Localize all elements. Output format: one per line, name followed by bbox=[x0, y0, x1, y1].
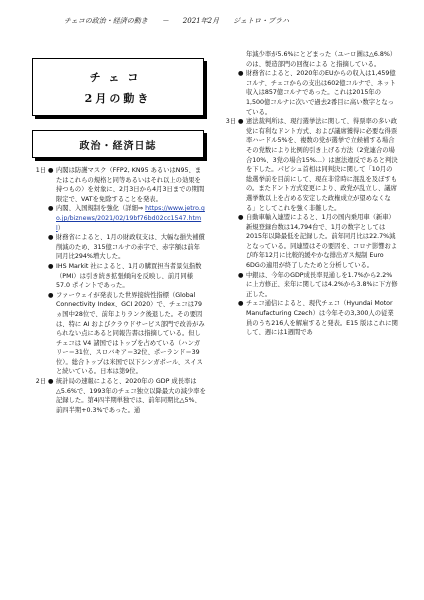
left-column bbox=[30, 166, 206, 415]
bullet-icon bbox=[238, 50, 246, 69]
diary-entry bbox=[30, 166, 206, 204]
entry-date bbox=[30, 233, 48, 262]
entry-date: 2日 bbox=[35, 378, 46, 386]
bullet-icon: ● bbox=[238, 214, 244, 222]
title-line-1: チェコ bbox=[89, 70, 147, 84]
entry-text: 中銀は、今年のGDP成長率見通しを1.7%から2.2%に上方修正、来年に関しては4.2%から3.8%に下方修正した。 bbox=[246, 271, 398, 298]
diary-entry bbox=[220, 117, 398, 213]
header-author: ジェトロ・プラハ bbox=[233, 17, 289, 25]
header-separator: － bbox=[161, 17, 169, 25]
entry-text: 憲法裁判所は、現行選挙法に関して、得票率の多い政党に有利なドント方式、および議席獲得に必要な得票率ハードル5%を、複数の党が選挙で立候補する場合その党数により比例的引き上げる方法（2党連合の場合10%、3党の場合15%…）は憲法違反であると判決を下した。パビシュ首相は同判決に関して「10月の総選挙前を目前にして、現在非常時に混乱を及ぼすもの。またドント方式変更により、政党が乱立し、議席選挙数以上を占める安定した政権成立が望めなくなる」としてこれを強く非難した。 bbox=[246, 118, 398, 212]
entry-date: 1日 bbox=[35, 167, 46, 174]
entry-text-tail: ） bbox=[57, 224, 65, 232]
bullet-icon: ● bbox=[48, 262, 54, 270]
entry-text: 財務省によると、1月の財政収支は、大幅な損失補償削減のため、315億コルナの赤字で、赤字額は前年同月比294%増大した。 bbox=[56, 234, 205, 261]
entry-text bbox=[56, 204, 206, 233]
entry-date bbox=[30, 291, 48, 377]
entry-text-lead: 内閣、入国規制を強化（詳細⇒ bbox=[56, 205, 144, 213]
title-line-2: 2月の動き bbox=[84, 91, 152, 105]
bullet-icon: ● bbox=[48, 205, 54, 213]
diary-entry bbox=[220, 299, 398, 337]
entry-text: 自動車輸入連盟によると、1月の国内乗用車（新車）新規登録台数は14,794台で、1月の数字としては2015年以降最低を記録した。前年同月比は22.7%減となっている。同連盟はその要因を、コロナ影響および昨年12月に比較的緩やかな排出ガス規制 Euro 6DGの適用が終了したためと分析している。 bbox=[246, 214, 398, 270]
diary-entry bbox=[30, 233, 206, 262]
title-box bbox=[32, 58, 204, 116]
diary-entry bbox=[220, 69, 398, 117]
entry-date bbox=[220, 50, 238, 69]
entry-date bbox=[220, 271, 238, 300]
bullet-icon: ● bbox=[238, 118, 244, 126]
header-publication: チェコの政治・経済の動き bbox=[64, 17, 148, 25]
bullet-icon: ● bbox=[238, 70, 244, 78]
entry-text: 財務省によると、2020年のEUからの収入は1,459億コルナ、チェコからの支出は602億コルナで、ネット収入は857億コルナであった。これは2015年の1,500億コルナに次いで過去2番目に高い数字となっている。 bbox=[246, 70, 396, 116]
running-header bbox=[64, 16, 384, 26]
diary-entry bbox=[30, 377, 206, 415]
bullet-icon: ● bbox=[238, 271, 244, 279]
entry-date bbox=[30, 204, 48, 233]
header-issue: 2021年2月 bbox=[182, 17, 220, 25]
diary-entry bbox=[220, 271, 398, 300]
jetro-link[interactable]: https://www.jetro.go.jp/biznews/2021/02/19bf76bd02cc1547.html bbox=[56, 205, 205, 232]
bullet-icon: ● bbox=[48, 167, 54, 174]
entry-text: 統計局の速報によると、2020年の GDP 成長率は△5.6%で、1993年のチェコ独立以降最大の減少率を記録した。第4四半期単独では、前年同期比△5%、前四半期+0.3%であった。通 bbox=[56, 378, 206, 414]
bullet-icon: ● bbox=[238, 300, 244, 308]
entry-text: IHS Markit 社によると、1月の購買担当者景気指数（PMI）は引き続き拡張傾向を反映し、前月同様 57.0 ポイントであった。 bbox=[56, 262, 202, 290]
bullet-icon: ● bbox=[48, 234, 54, 242]
entry-text: 年減少率が5.6%にとどまった（ユーロ圏は△6.8%）のは、製造部門の回復による と指摘している。 bbox=[246, 51, 397, 68]
bullet-icon: ● bbox=[48, 291, 54, 299]
diary-entry bbox=[220, 50, 398, 69]
entry-date bbox=[30, 262, 48, 291]
diary-entry bbox=[30, 291, 206, 377]
entry-date: 3日 bbox=[225, 118, 236, 126]
bullet-icon: ● bbox=[48, 378, 54, 386]
right-column bbox=[220, 50, 398, 338]
entry-text: チェコ通信によると、現代チェコ（Hyundai Motor Manufacturing Czech）は今年その3,300人の従業員のうち216人を解雇すると発表。E15 版はこれに関して、週には1週間であ bbox=[246, 300, 398, 337]
diary-entry bbox=[30, 204, 206, 233]
diary-entry bbox=[220, 213, 398, 271]
entry-text: 内閣は防護マスク（FFP2, KN95 あるいはN95、またはこれらの規格と同等あるいはそれ以上の効果を持つもの）を対象に、2月3日から4月3日までの期間限定で、VATを免除することを発表。 bbox=[56, 167, 205, 203]
section-heading: 政治・経済日誌 bbox=[32, 130, 204, 158]
entry-date bbox=[220, 213, 238, 271]
entry-text: ファーウェイが発表した世界接続性指標（Global Connectivity Index、GCI 2020）で、チェコは79ヵ国中28位で、前年よりランク後退した。その要因は、特に AI およびクラウドサービス部門で改善がみられない点にあると同報告書は指摘している。但しチェコは V4 諸国ではトップを占めている（ハンガリー＝31位、スロバキア＝32位、ポーランド＝39位）。総合トップは米国で以下シンガポール、スイスと続いている。日本は第9位。 bbox=[56, 291, 205, 376]
entry-date bbox=[220, 69, 238, 117]
diary-entry bbox=[30, 262, 206, 291]
entry-date bbox=[220, 299, 238, 337]
